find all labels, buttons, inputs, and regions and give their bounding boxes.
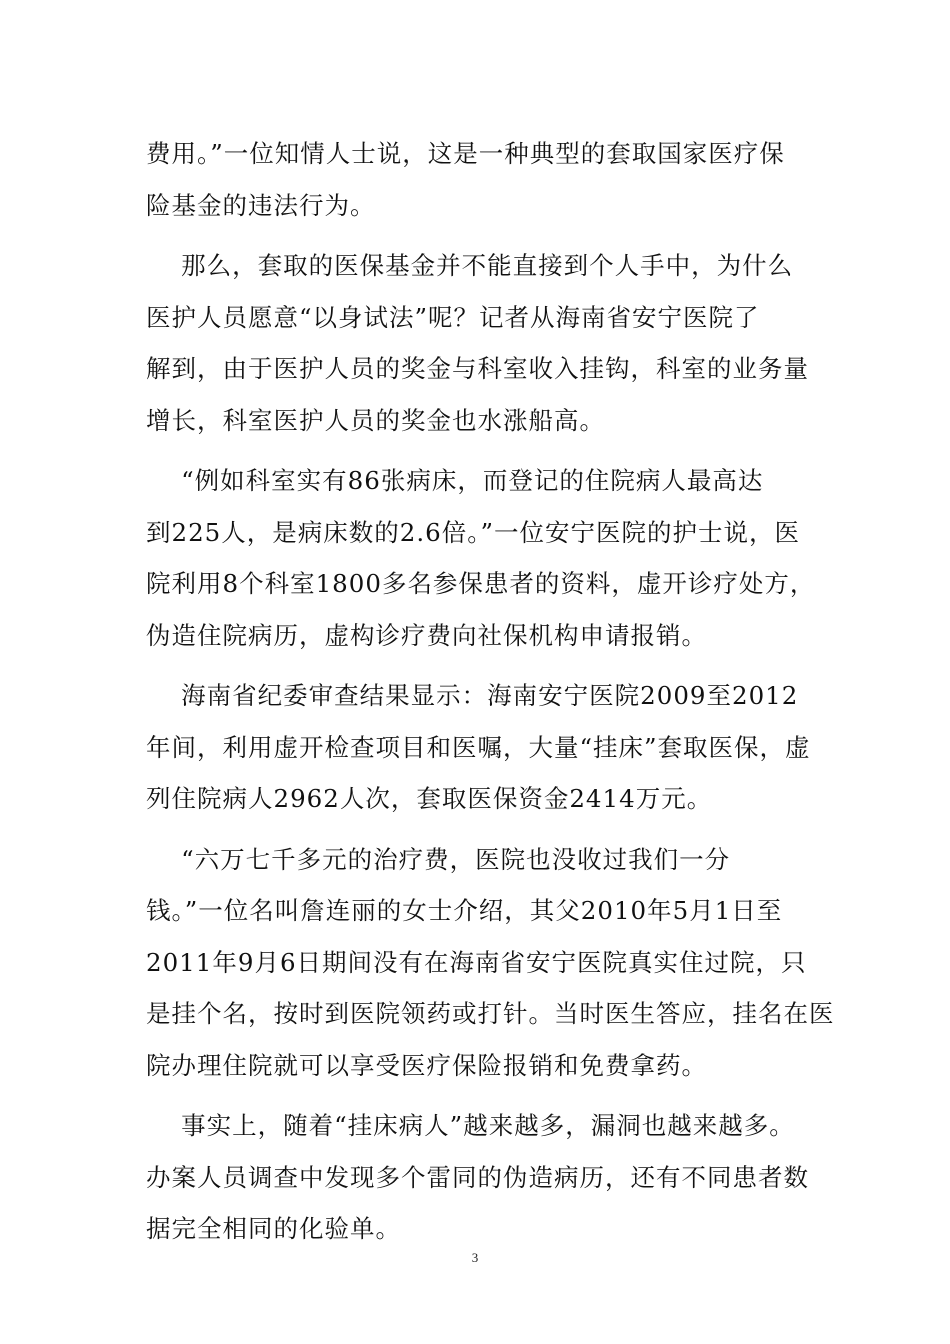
text-line: 列住院病人2962人次，套取医保资金2414万元。 (146, 784, 713, 813)
text-line: 院办理住院就可以享受医疗保险报销和免费拿药。 (146, 1050, 707, 1080)
text-line: 钱。”一位名叫詹连丽的女士介绍，其父2010年5月1日至 (146, 896, 783, 925)
paragraph-2 (146, 240, 808, 446)
text-line: 院利用8个科室1800多名参保患者的资料，虚开诊疗处方， (146, 569, 816, 598)
text-line: 险基金的违法行为。 (146, 190, 376, 220)
text-line: 解到，由于医护人员的奖金与科室收入挂钩，科室的业务量 (146, 354, 809, 383)
text-line: “例如科室实有86张病床，而登记的住院病人最高达 (146, 466, 764, 495)
text-line: 事实上，随着“挂床病人”越来越多，漏洞也越来越多。 (146, 1111, 795, 1140)
text-line: 2011年9月6日期间没有在海南省安宁医院真实住过院，只 (146, 947, 807, 977)
text-line: 年间，利用虚开检查项目和医嘱，大量“挂床”套取医保，虚 (146, 732, 811, 762)
text-line: 增长，科室医护人员的奖金也水涨船高。 (146, 405, 605, 435)
paragraph-1 (146, 128, 808, 231)
text-line: 那么，套取的医保基金并不能直接到个人手中，为什么 (146, 251, 794, 280)
text-line: 海南省纪委审查结果显示：海南安宁医院2009至2012 (146, 681, 799, 710)
text-line: 伪造住院病历，虚构诊疗费向社保机构申请报销。 (146, 620, 707, 650)
paragraph-5 (146, 834, 835, 1092)
text-line: 据完全相同的化验单。 (146, 1214, 401, 1243)
paragraph-3 (146, 455, 816, 661)
article-body (146, 128, 835, 1255)
page-number: 3 (471, 1250, 479, 1265)
text-line: 到225人，是病床数的2.6倍。”一位安宁医院的护士说，医 (146, 517, 800, 547)
text-line: “六万七千多元的治疗费，医院也没收过我们一分 (146, 844, 731, 874)
text-line: 是挂个名，按时到医院领药或打针。当时医生答应，挂名在医 (146, 999, 835, 1028)
text-line: 办案人员调查中发现多个雷同的伪造病历，还有不同患者数 (146, 1162, 809, 1192)
text-line: 医护人员愿意“以身试法”呢？记者从海南省安宁医院了 (146, 302, 760, 332)
text-line: 费用。”一位知情人士说，这是一种典型的套取国家医疗保 (146, 139, 785, 168)
paragraph-4 (146, 670, 811, 825)
paragraph-6 (146, 1100, 808, 1255)
